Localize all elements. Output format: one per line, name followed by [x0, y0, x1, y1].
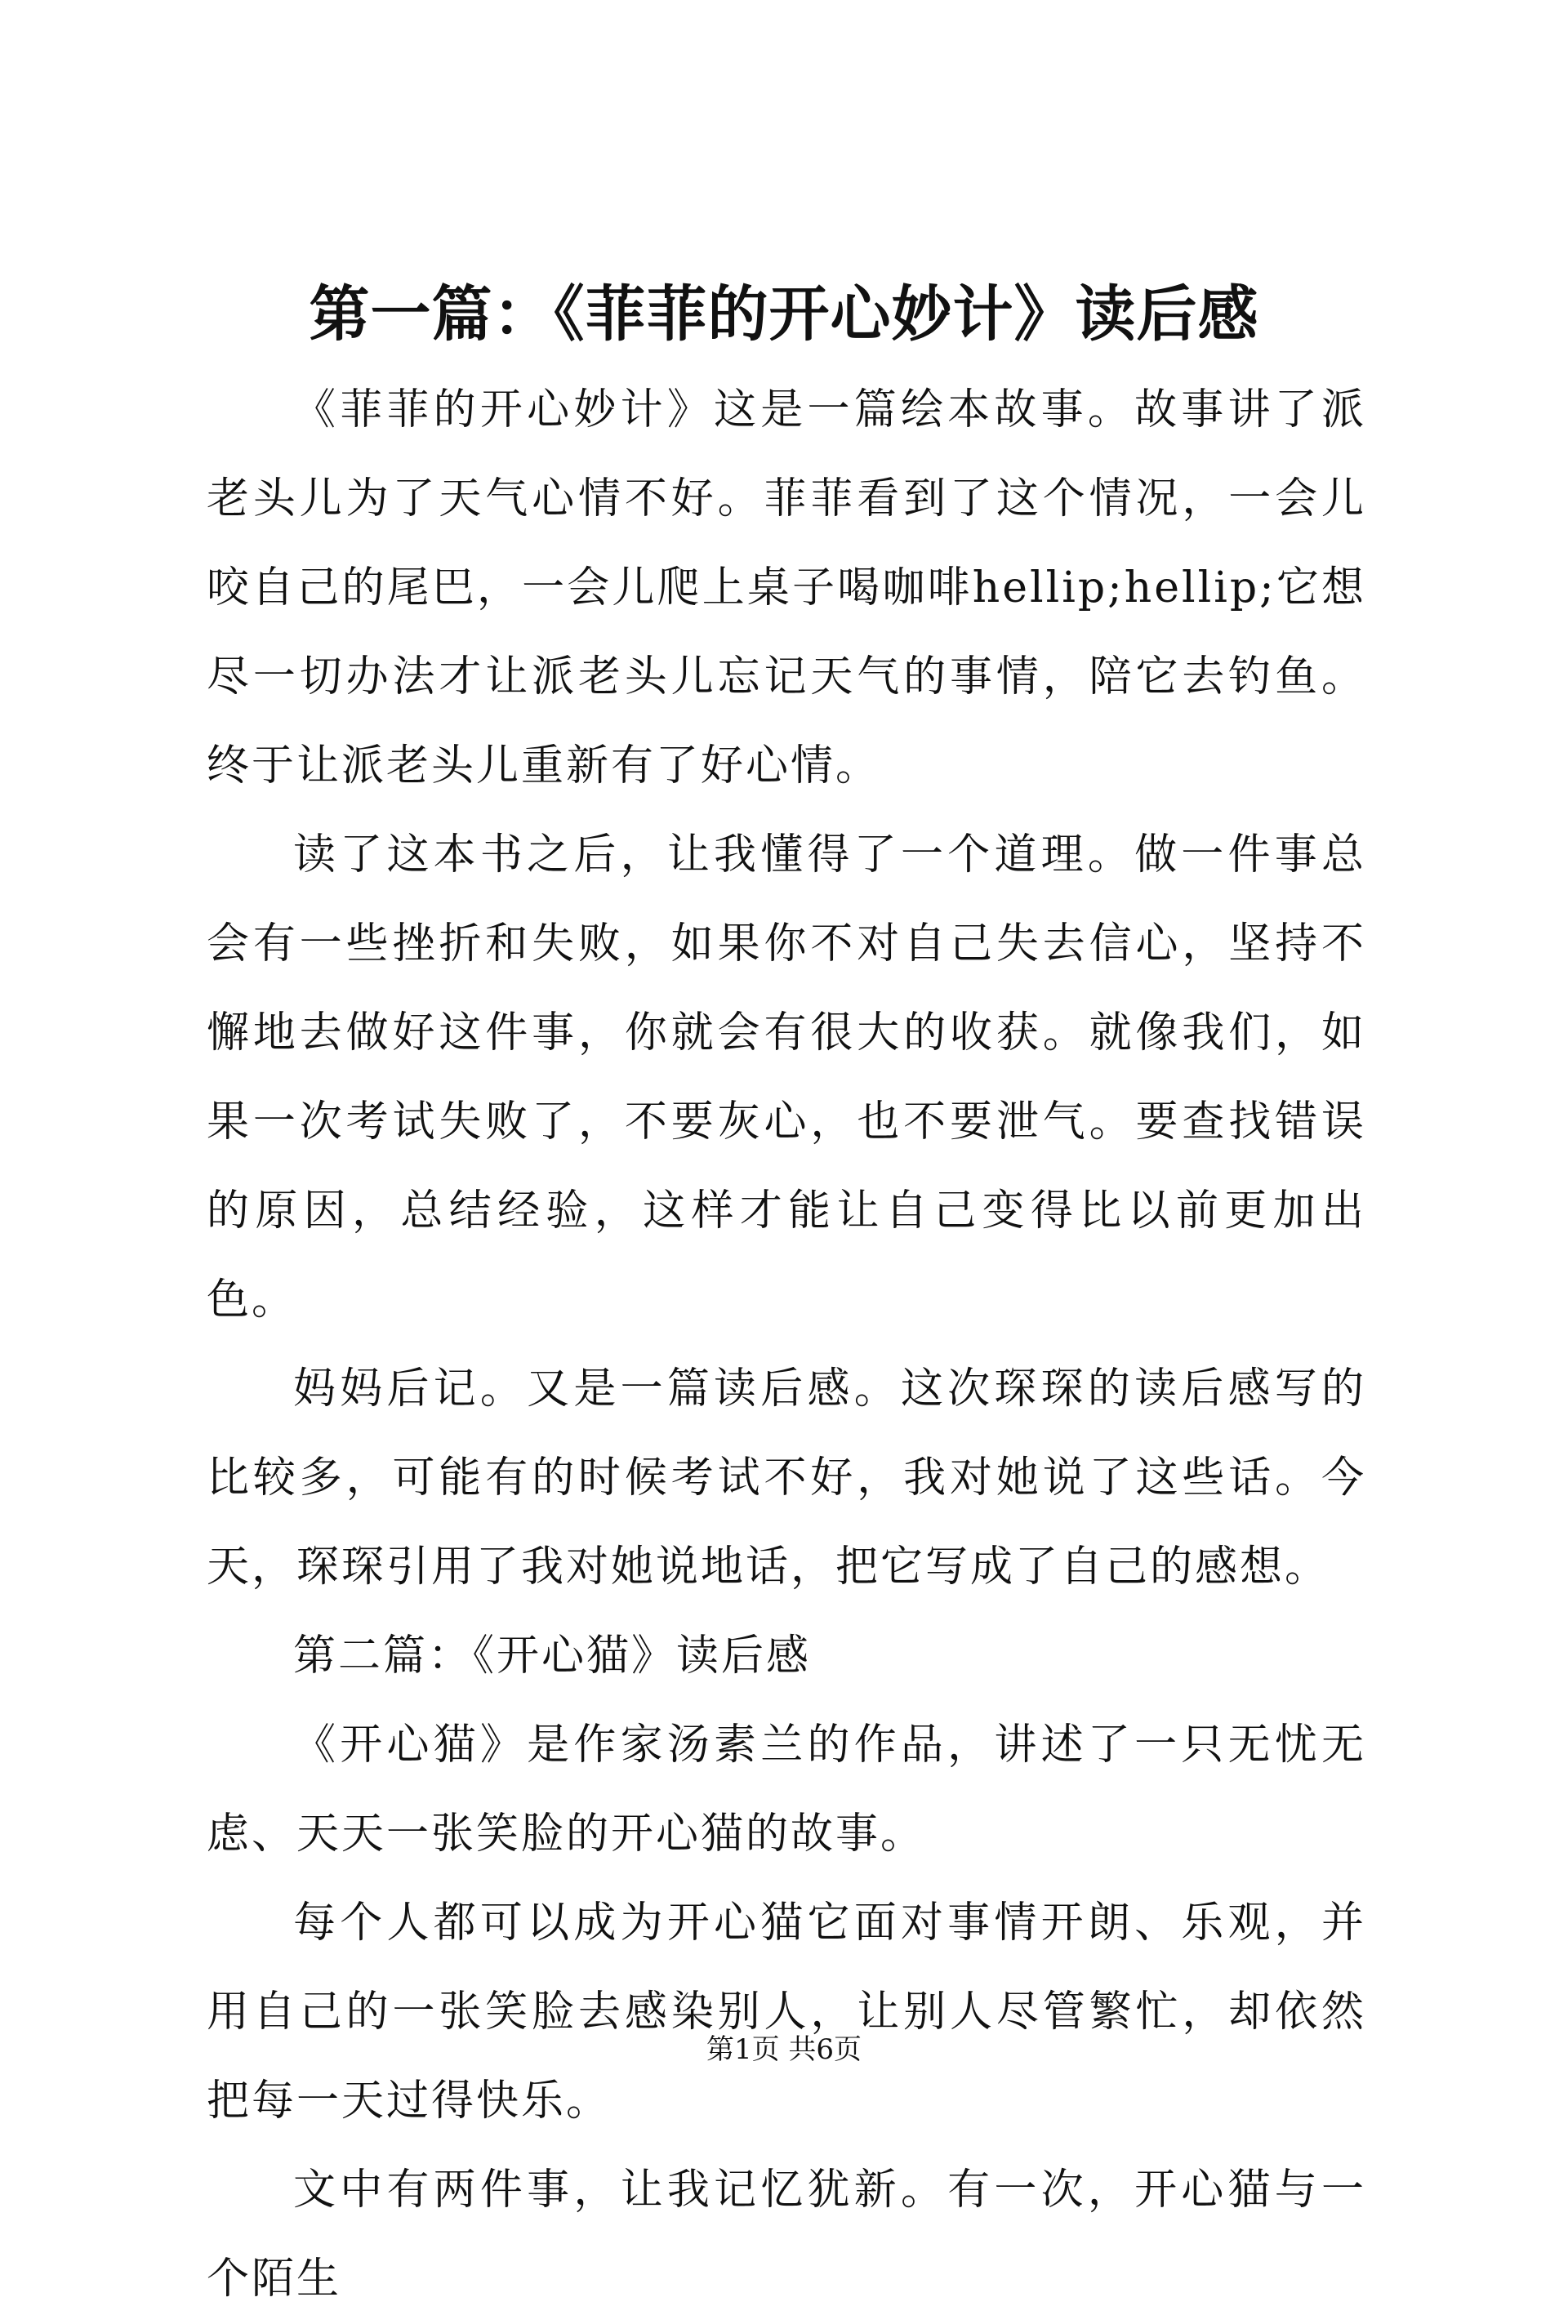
paragraph-3: 妈妈后记。又是一篇读后感。这次琛琛的读后感写的比较多，可能有的时候考试不好，我对她说了这些话。今天，琛琛引用了我对她说地话，把它写成了自己的感想。: [207, 1365, 1366, 1592]
document-title: 第一篇：《菲菲的开心妙计》读后感: [309, 279, 1259, 349]
page-footer: 第1页 共6页: [706, 2033, 862, 2066]
paragraph-4: 《开心猫》是作家汤素兰的作品，讲述了一只无忧无虑、天天一张笑脸的开心猫的故事。: [207, 1721, 1366, 1859]
paragraph-1: 《菲菲的开心妙计》这是一篇绘本故事。故事讲了派老头儿为了天气心情不好。菲菲看到了这个情况，一会儿咬自己的尾巴，一会儿爬上桌子喝咖啡hellip;hellip;它想尽一切办法才让派老头儿忘记天气的事情，陪它去钓鱼。终于让派老头儿重新有了好心情。: [207, 385, 1366, 790]
paragraph-2: 读了这本书之后，让我懂得了一个道理。做一件事总会有一些挫折和失败，如果你不对自己失去信心，坚持不懈地去做好这件事，你就会有很大的收获。就像我们，如果一次考试失败了，不要灰心，也不要泄气。要查找错误的原因，总结经验，这样才能让自己变得比以前更加出色。: [207, 830, 1366, 1325]
section-heading-2: 第二篇：《开心猫》读后感: [293, 1632, 812, 1681]
paragraph-6: 文中有两件事，让我记忆犹新。有一次，开心猫与一个陌生: [207, 2166, 1366, 2304]
paragraph-5: 每个人都可以成为开心猫它面对事情开朗、乐观，并用自己的一张笑脸去感染别人，让别人尽管繁忙，却依然把每一天过得快乐。: [207, 1899, 1366, 2126]
